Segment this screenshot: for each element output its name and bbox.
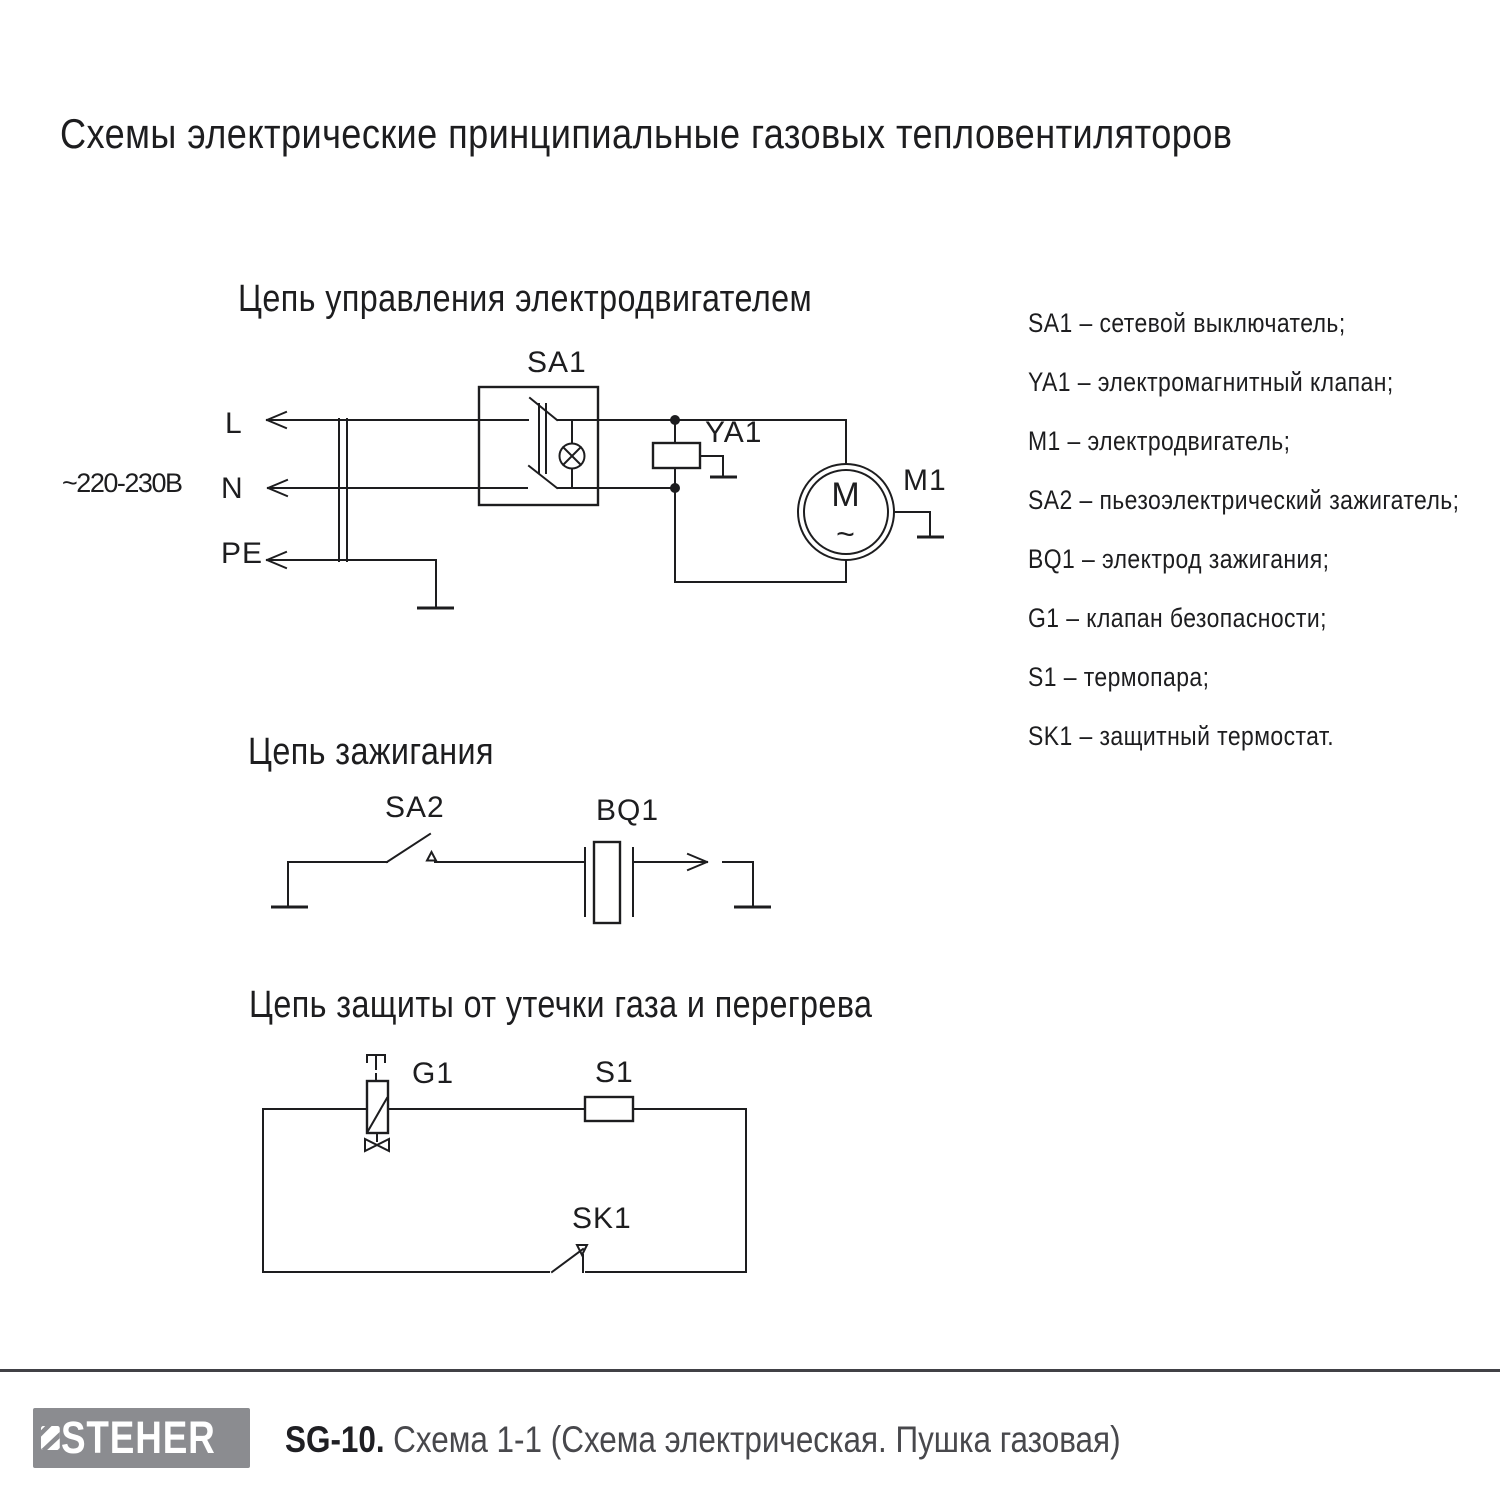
voltage-label: ~220-230В — [62, 468, 184, 498]
footer-divider — [0, 1369, 1500, 1372]
line-label-pe: PE — [221, 537, 264, 570]
legend-item-sk1: SK1 – защитный термостат. — [1028, 721, 1335, 751]
g1-label: G1 — [412, 1057, 455, 1090]
ya1-label: YA1 — [705, 416, 763, 449]
circuit3-title: Цепь защиты от утечки газа и перегрева — [249, 984, 873, 1026]
connector-symbol — [339, 419, 347, 561]
sk1-label: SK1 — [572, 1202, 632, 1235]
steher-logo-icon — [33, 1408, 61, 1468]
page-title: Схемы электрические принципиальные газовых тепловентиляторов — [60, 110, 1233, 157]
sk1-thermostat-symbol — [550, 1245, 587, 1278]
legend-item-g1: G1 – клапан безопасности; — [1028, 603, 1327, 633]
footer-caption — [285, 1419, 1121, 1461]
circuit1-motor-control — [62, 346, 947, 608]
circuit2-ignition — [271, 791, 771, 923]
circuit3-protection — [263, 1055, 746, 1278]
bq1-label: BQ1 — [596, 794, 660, 827]
legend-item-bq1: BQ1 – электрод зажигания; — [1028, 544, 1330, 574]
right-ground-symbol — [723, 862, 771, 907]
s1-thermocouple-symbol — [585, 1097, 633, 1121]
sa2-switch-symbol — [387, 834, 436, 862]
component-legend — [1028, 294, 1459, 766]
legend-item-sa1: SA1 – сетевой выключатель; — [1028, 308, 1346, 338]
steher-logo — [33, 1408, 250, 1468]
footer-model-code: SG-10. — [285, 1419, 385, 1460]
footer-description: Схема 1-1 (Схема электрическая. Пушка газовая) — [393, 1419, 1121, 1460]
protection-loop — [263, 1109, 746, 1272]
legend-item-ya1: YA1 – электромагнитный клапан; — [1028, 367, 1394, 397]
supply-arrow-n — [268, 480, 527, 496]
sa2-label: SA2 — [385, 791, 445, 824]
m1-label: M1 — [903, 464, 947, 497]
legend-item-m1: M1 – электродвигатель; — [1028, 426, 1291, 456]
circuit2-title: Цепь зажигания — [248, 731, 494, 773]
pe-ground-symbol — [417, 560, 454, 608]
motor-ac-sign: ~ — [836, 516, 856, 552]
supply-arrow-pe — [267, 552, 436, 568]
circuit1-title: Цепь управления электродвигателем — [238, 278, 813, 320]
legend-item-s1: S1 – термопара; — [1028, 662, 1210, 692]
legend-item-sa2: SA2 – пьезоэлектрический зажигатель; — [1028, 485, 1460, 515]
g1-valve-symbol — [365, 1055, 389, 1151]
motor-letter: M — [831, 476, 861, 514]
supply-arrow-l — [267, 412, 528, 428]
s1-label: S1 — [595, 1056, 634, 1089]
sa1-label: SA1 — [527, 346, 587, 379]
line-label-l: L — [225, 407, 243, 440]
steher-logo-text: STEHER — [61, 1412, 217, 1463]
lamp-icon — [560, 420, 585, 488]
bq1-electrode-symbol — [585, 842, 633, 923]
line-label-n: N — [221, 472, 244, 505]
spark-arrow — [633, 854, 707, 870]
